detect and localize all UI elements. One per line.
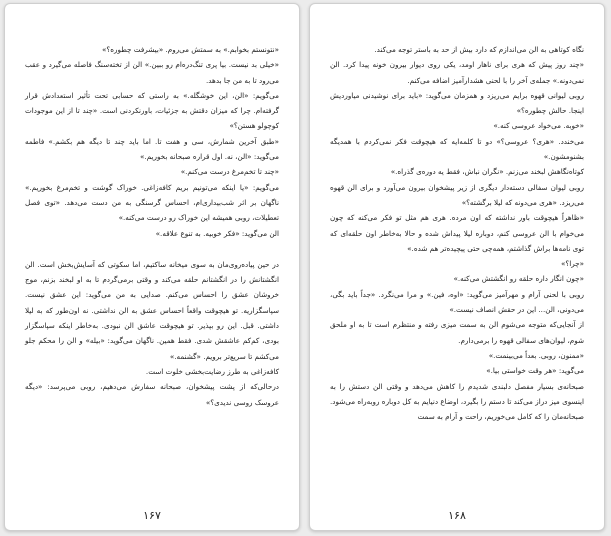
paragraph: «ممنون، روبی. بعداً می‌بینمت.» xyxy=(488,350,584,360)
page-text xyxy=(25,42,279,410)
paragraph: نگاه کوتاهی به الن می‌اندازم که دارد بیش از حد به باستر توجه می‌کند. xyxy=(374,45,584,54)
paragraph: الن می‌گوید: «فکر خوبیه. به تنوع علاقه.» xyxy=(155,228,279,238)
paragraph: «خیلی بد نیست. بیا پری تنگ‌دره‌ام رو ببین.» الن از تخته‌سنگ فاصله می‌گیرد و عقب می‌رود تا به من جا بدهد. xyxy=(25,60,279,85)
page-text xyxy=(330,42,584,424)
paragraph: از آنجایی‌که متوجه می‌شوم الن به سمت میزی رفته و منتظرم است تا به او ملحق شوم، لیوان‌های سفالی قهوه را برمی‌دارم. xyxy=(330,320,584,345)
paragraph: «نتونستم بخوابم.» به سمتش می‌روم. «بیشرفت چطوره؟» xyxy=(102,45,279,54)
paragraph: کوتاه‌نگاهش لبخند می‌زنم. «نگران نباش، فقط یه دوره‌ی گذراه.» xyxy=(390,167,584,177)
paragraph: «طبق آخرین شمارش، سی و هفت تا. اما باید چند تا دیگه هم بکشم.» فاطمه می‌گوید: «الن، نه. اول قراره صبحانه بخوریم.» xyxy=(25,136,279,162)
paragraph: می‌خندد. «هری؟ عروسی؟» دو تا کلمه‌ایه که هیچوقت فکر نمی‌کردم با همدیگه بشنومشون.» xyxy=(330,136,584,162)
paragraph: «چون انگار داره حلقه رو انگشتش می‌کنه.» xyxy=(453,274,584,284)
page-number: ۱۶۸ xyxy=(448,509,466,522)
page-167 xyxy=(4,3,300,531)
paragraph: روبی لیوانی قهوه برایم می‌ریزد و همزمان می‌گوید: «باید برای نوشیدنی میاوردیش اینجا. حالش چطوره؟» xyxy=(330,90,584,116)
paragraph: کافه‌زاغی به طرز رضایت‌بخشی خلوت است. xyxy=(145,366,279,376)
paragraph: روبی با لحنی آرام و مهرآمیز می‌گوید: «اوه، فین.» و مرا می‌نگرد. «جداً باید بگی، می‌دونی، الن... این در حقش انصاف نیست.» xyxy=(330,289,584,315)
paragraph: روبی لیوان سفالی دسته‌دار دیگری از زیر پیشخوان بیرون می‌آورد و برای الن قهوه می‌ریزد. «هری می‌دونه که لیلا برگشته؟» xyxy=(330,182,584,207)
paragraph: «ظاهراً هیچوقت باور نداشته که اون مرده. هری هم مثل تو فکر می‌کنه که چون می‌خوام با الن عروسی کنم، دوباره لیلا پیداش شده و حالا به‌خاطر اون حلقه‌ای که توی نامه‌ها براش گذاشتم، همه‌چی حتی پیچیده‌تر هم شده.» xyxy=(330,213,584,253)
paragraph: «چند روز پیش که هری برای ناهار اومد، یکی روی دیوار بیرون خونه پیدا کرد. الن نمی‌دونه.» جمله‌ی آخر را با لحنی هشدارآمیز اضافه می‌کنم. xyxy=(330,60,584,85)
page-number: ۱۶۷ xyxy=(143,509,161,522)
paragraph: «خوبه. می‌خواد عروسی کنه.» xyxy=(493,121,584,131)
page-168 xyxy=(309,3,605,531)
paragraph: «چند تا تخم‌مرغ درست می‌کنم.» xyxy=(180,167,279,177)
paragraph: می‌گویم: «یا اینکه می‌تونیم بریم کافه‌زاغی. خوراک گوشت و تخم‌مرغ بخوریم.» ناگهان بر اثر شب‌بیداری‌ام، احساس گرسنگی به من دست می‌دهد. «توی فصل تعطیلات، روبی همیشه این خوراک رو درست می‌کنه.» xyxy=(25,182,279,223)
section-break xyxy=(25,241,279,257)
paragraph: می‌گویم: «الن، این خوشگله.» به راستی که حسابی تحت تأثیر استعدادش قرار گرفته‌ام. چرا که میزان دقتش به جزئیات، باورنکردنی است. «چند تا از این موجودات کوچولو هستن؟» xyxy=(25,90,279,131)
paragraph: می‌گوید: «هر وقت خواستی بیا.» xyxy=(486,366,584,376)
paragraph: «چرا؟» xyxy=(560,259,584,269)
paragraph: در حین پیاده‌روی‌مان به سوی میخانه ساکتیم، اما سکوتی که آسایش‌بخش است. الن انگشتانش را در انگشتانم حلقه می‌کند و وقتی برمی‌گردم تا به او لبخند بزنم، موج خروشان عشق را احساس می‌کنم. صدایی به من می‌گوید: این عشق نیست. سپاسگزاریه. تو هیچوقت واقعاً احساس عشق به الن نداشتی. نه اون‌طور که به لیلا داشتی. قبل. این رو بپذیر. تو هیچوقت عاشق الن نبودی. به‌خاطر اینکه سپاسگزار بودی، کم‌کم عاشقش شدی. فقط همین. ناگهان می‌گوید: «بیله» و الن را محکم جلو می‌کشم تا سریع‌تر برویم. «گشنمه.» xyxy=(25,259,279,361)
paragraph: درحالی‌که از پشت پیشخوان، صبحانه سفارش می‌دهیم، روبی می‌پرسد: «دیگه عروسک روسی ندیدی؟» xyxy=(25,382,279,407)
paragraph: صبحانه‌ی بسیار مفصل دلبندی شدیدم را کاهش می‌دهد و وقتی الن دستش را به اینسوی میز دراز می‌کند تا دستم را بگیرد، اوضاع دنیایم به کل دوباره روبه‌راه می‌شود. صبحانه‌مان را که کامل می‌خوریم، راحت و آرام به سمت xyxy=(330,381,584,422)
